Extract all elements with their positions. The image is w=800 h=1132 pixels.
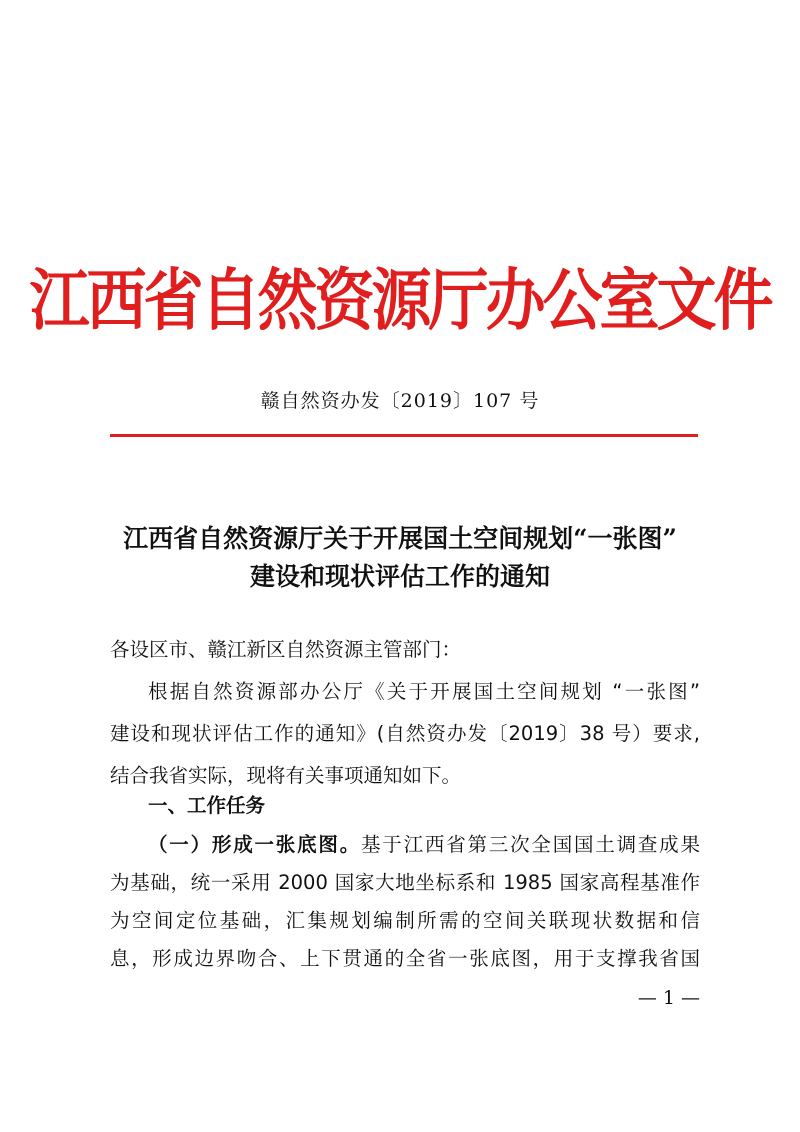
page-number: — 1 —: [637, 987, 700, 1009]
task-1-line-1: [148, 829, 700, 861]
document-number: 赣自然资办发〔2019〕107 号: [260, 390, 540, 412]
task-1-line-3: 为空间定位基础，汇集规划编制所需的空间关联现状数据和信: [110, 909, 700, 932]
masthead-title: 江西省自然资源厅办公室文件: [29, 262, 771, 341]
notice-title-line-2: 建设和现状评估工作的通知: [249, 562, 550, 591]
red-divider-line: [110, 434, 698, 437]
task-1-line-4: 息，形成边界吻合、上下贯通的全省一张底图，用于支撑我省国: [110, 947, 700, 970]
intro-line-3: 结合我省实际，现将有关事项通知如下。: [110, 764, 462, 787]
task-1-line-2: 为基础，统一采用 2000 国家大地坐标系和 1985 国家高程基准作: [110, 871, 700, 894]
section-heading-work-tasks: 一、工作任务: [148, 794, 266, 817]
intro-line-1: 根据自然资源部办公厅《关于开展国土空间规划 “一张图”: [148, 680, 700, 703]
intro-line-2: 建设和现状评估工作的通知》(自然资办发〔2019〕38 号）要求,: [110, 722, 700, 745]
addressee-line: 各设区市、赣江新区自然资源主管部门：: [110, 638, 462, 661]
task-1-line-1-text: 基于江西省第三次全国国土调查成果: [361, 833, 700, 856]
notice-title-line-1: 江西省自然资源厅关于开展国土空间规划“一张图”: [123, 524, 677, 553]
task-1-label: （一）形成一张底图。: [148, 833, 361, 856]
